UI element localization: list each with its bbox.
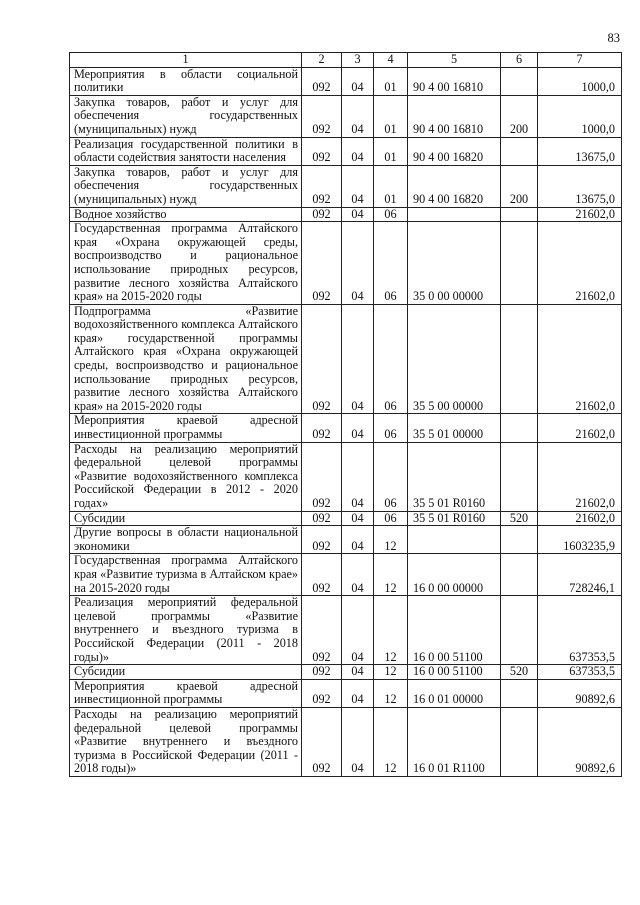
column-header: 7 — [538, 53, 622, 68]
row-ministry-code: 092 — [302, 442, 342, 511]
row-expense-type-code — [501, 442, 538, 511]
row-ministry-code: 092 — [302, 95, 342, 137]
table-header-row — [70, 53, 622, 68]
row-subsection-code: 06 — [374, 414, 408, 442]
row-target-article-code: 35 0 00 00000 — [408, 222, 501, 305]
row-name: Закупка товаров, работ и услуг для обеспечения государственных (муниципальных) нужд — [70, 95, 302, 137]
row-section-code: 04 — [342, 304, 374, 414]
table-row — [70, 95, 622, 137]
row-expense-type-code — [501, 526, 538, 554]
row-expense-type-code — [501, 304, 538, 414]
row-amount: 13675,0 — [538, 137, 622, 165]
row-target-article-code: 16 0 00 51100 — [408, 665, 501, 680]
row-section-code: 04 — [342, 554, 374, 596]
row-ministry-code: 092 — [302, 207, 342, 222]
row-target-article-code: 16 0 01 R1100 — [408, 707, 501, 776]
row-name: Расходы на реализацию мероприятий федеральной целевой программы «Развитие внутреннего и въездного туризма в Российской Федерации (2011 - 2018 годы)» — [70, 707, 302, 776]
row-target-article-code: 90 4 00 16810 — [408, 67, 501, 95]
row-expense-type-code — [501, 207, 538, 222]
row-section-code: 04 — [342, 137, 374, 165]
table-row — [70, 67, 622, 95]
row-section-code: 04 — [342, 526, 374, 554]
row-target-article-code: 90 4 00 16820 — [408, 137, 501, 165]
row-ministry-code: 092 — [302, 165, 342, 207]
row-name: Государственная программа Алтайского края «Развитие туризма в Алтайском крае» на 2015-2020 годы — [70, 554, 302, 596]
row-expense-type-code: 200 — [501, 165, 538, 207]
row-section-code: 04 — [342, 442, 374, 511]
row-expense-type-code: 520 — [501, 511, 538, 526]
row-expense-type-code — [501, 679, 538, 707]
row-ministry-code: 092 — [302, 679, 342, 707]
table-row — [70, 222, 622, 305]
row-section-code: 04 — [342, 222, 374, 305]
table-row — [70, 526, 622, 554]
row-target-article-code: 90 4 00 16820 — [408, 165, 501, 207]
row-ministry-code: 092 — [302, 67, 342, 95]
column-header: 6 — [501, 53, 538, 68]
row-expense-type-code — [501, 137, 538, 165]
row-section-code: 04 — [342, 665, 374, 680]
row-ministry-code: 092 — [302, 707, 342, 776]
row-name: Закупка товаров, работ и услуг для обеспечения государственных (муниципальных) нужд — [70, 165, 302, 207]
row-name: Реализация мероприятий федеральной целевой программы «Развитие внутреннего и въездного туризма в Российской Федерации (2011 - 2018 годы)» — [70, 596, 302, 665]
row-amount: 13675,0 — [538, 165, 622, 207]
row-target-article-code: 90 4 00 16810 — [408, 95, 501, 137]
row-amount: 21602,0 — [538, 511, 622, 526]
row-target-article-code: 35 5 01 R0160 — [408, 442, 501, 511]
row-amount: 728246,1 — [538, 554, 622, 596]
column-header: 5 — [408, 53, 501, 68]
row-name: Государственная программа Алтайского края «Охрана окружающей среды, воспроизводство и рациональное использование природных ресурсов, развитие лесного хозяйства Алтайского края» на 2015-2020 годы — [70, 222, 302, 305]
row-subsection-code: 12 — [374, 596, 408, 665]
row-ministry-code: 092 — [302, 596, 342, 665]
column-header: 4 — [374, 53, 408, 68]
row-section-code: 04 — [342, 511, 374, 526]
row-subsection-code: 06 — [374, 442, 408, 511]
table-row — [70, 707, 622, 776]
row-name: Подпрограмма «Развитие водохозяйственного комплекса Алтайского края» государственной программы Алтайского края «Охрана окружающей среды, воспроизводство и рациональное использование природных ресурсов, развитие лесного хозяйства Алтайского края» на 2015-2020 годы — [70, 304, 302, 414]
row-ministry-code: 092 — [302, 526, 342, 554]
row-amount: 637353,5 — [538, 596, 622, 665]
row-name: Расходы на реализацию мероприятий федеральной целевой программы «Развитие водохозяйственного комплекса Российской Федерации в 2012 - 2020 годах» — [70, 442, 302, 511]
row-amount: 21602,0 — [538, 222, 622, 305]
table-row — [70, 137, 622, 165]
row-ministry-code: 092 — [302, 665, 342, 680]
table-row — [70, 596, 622, 665]
table-row — [70, 414, 622, 442]
row-ministry-code: 092 — [302, 511, 342, 526]
row-name: Субсидии — [70, 511, 302, 526]
table-row — [70, 679, 622, 707]
row-section-code: 04 — [342, 707, 374, 776]
row-amount: 21602,0 — [538, 414, 622, 442]
row-subsection-code: 12 — [374, 554, 408, 596]
row-amount: 90892,6 — [538, 707, 622, 776]
row-expense-type-code — [501, 222, 538, 305]
row-expense-type-code: 520 — [501, 665, 538, 680]
row-subsection-code: 01 — [374, 95, 408, 137]
row-amount: 1000,0 — [538, 67, 622, 95]
row-target-article-code: 16 0 00 51100 — [408, 596, 501, 665]
row-ministry-code: 092 — [302, 222, 342, 305]
row-target-article-code: 16 0 00 00000 — [408, 554, 501, 596]
row-subsection-code: 12 — [374, 665, 408, 680]
row-section-code: 04 — [342, 679, 374, 707]
row-subsection-code: 12 — [374, 526, 408, 554]
column-header: 1 — [70, 53, 302, 68]
row-amount: 637353,5 — [538, 665, 622, 680]
row-section-code: 04 — [342, 207, 374, 222]
column-header: 2 — [302, 53, 342, 68]
table-row — [70, 554, 622, 596]
row-amount: 21602,0 — [538, 304, 622, 414]
row-expense-type-code — [501, 596, 538, 665]
row-section-code: 04 — [342, 414, 374, 442]
column-header: 3 — [342, 53, 374, 68]
row-ministry-code: 092 — [302, 554, 342, 596]
table-row — [70, 442, 622, 511]
row-expense-type-code — [501, 707, 538, 776]
row-section-code: 04 — [342, 95, 374, 137]
page-number: 83 — [607, 31, 620, 45]
row-subsection-code: 12 — [374, 679, 408, 707]
row-subsection-code: 06 — [374, 207, 408, 222]
row-name: Другие вопросы в области национальной экономики — [70, 526, 302, 554]
row-name: Мероприятия краевой адресной инвестиционной программы — [70, 414, 302, 442]
row-expense-type-code: 200 — [501, 95, 538, 137]
row-target-article-code — [408, 526, 501, 554]
row-section-code: 04 — [342, 67, 374, 95]
row-subsection-code: 06 — [374, 511, 408, 526]
row-name: Реализация государственной политики в области содействия занятости населения — [70, 137, 302, 165]
row-target-article-code: 35 5 01 R0160 — [408, 511, 501, 526]
row-expense-type-code — [501, 67, 538, 95]
row-subsection-code: 06 — [374, 222, 408, 305]
row-amount: 1603235,9 — [538, 526, 622, 554]
row-name: Водное хозяйство — [70, 207, 302, 222]
row-name: Мероприятия в области социальной политики — [70, 67, 302, 95]
row-subsection-code: 01 — [374, 165, 408, 207]
row-name: Мероприятия краевой адресной инвестиционной программы — [70, 679, 302, 707]
row-target-article-code: 35 5 01 00000 — [408, 414, 501, 442]
row-subsection-code: 01 — [374, 67, 408, 95]
row-target-article-code — [408, 207, 501, 222]
table-row — [70, 207, 622, 222]
row-name: Субсидии — [70, 665, 302, 680]
row-subsection-code: 06 — [374, 304, 408, 414]
table-row — [70, 165, 622, 207]
row-ministry-code: 092 — [302, 137, 342, 165]
table-row — [70, 511, 622, 526]
row-target-article-code: 16 0 01 00000 — [408, 679, 501, 707]
table-row — [70, 304, 622, 414]
row-amount: 21602,0 — [538, 442, 622, 511]
row-ministry-code: 092 — [302, 414, 342, 442]
row-subsection-code: 01 — [374, 137, 408, 165]
row-amount: 90892,6 — [538, 679, 622, 707]
budget-table — [69, 52, 622, 777]
row-subsection-code: 12 — [374, 707, 408, 776]
row-amount: 21602,0 — [538, 207, 622, 222]
row-section-code: 04 — [342, 596, 374, 665]
row-ministry-code: 092 — [302, 304, 342, 414]
table-row — [70, 665, 622, 680]
row-expense-type-code — [501, 414, 538, 442]
row-section-code: 04 — [342, 165, 374, 207]
row-expense-type-code — [501, 554, 538, 596]
row-target-article-code: 35 5 00 00000 — [408, 304, 501, 414]
row-amount: 1000,0 — [538, 95, 622, 137]
